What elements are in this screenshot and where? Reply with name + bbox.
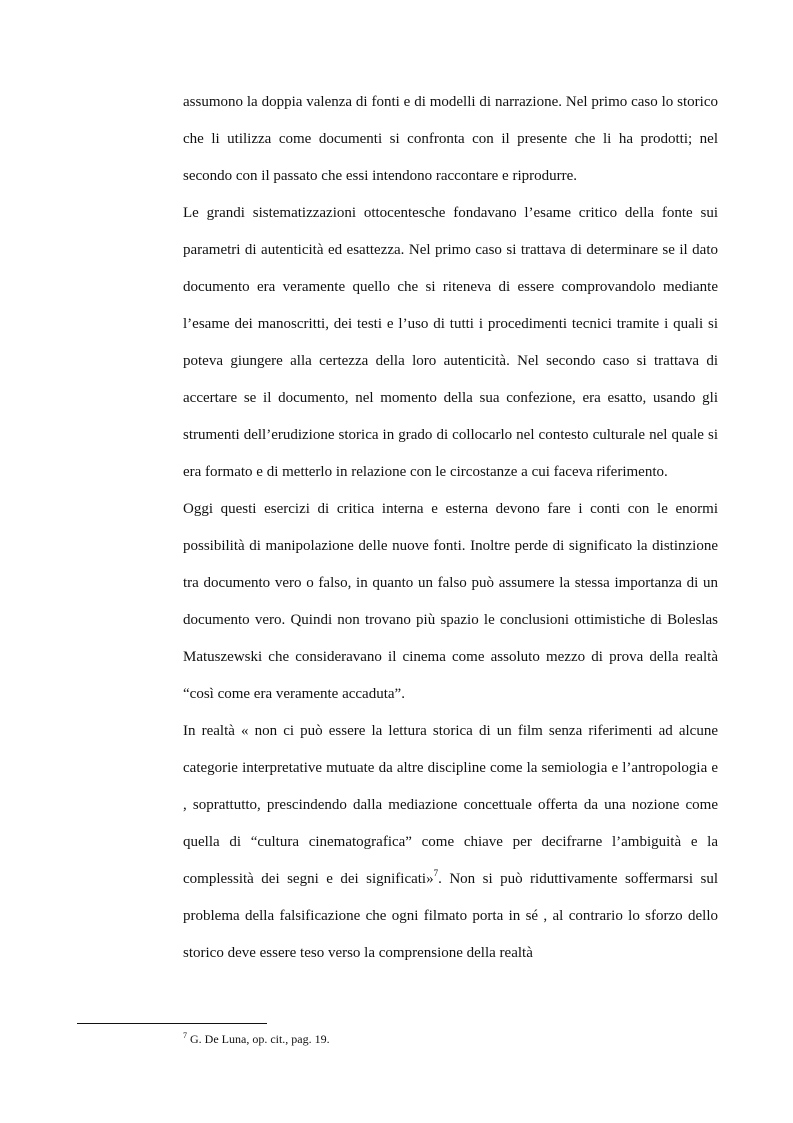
paragraph-4-continuation: . Non si può riduttivamente soffermarsi sul problema della falsificazione che ogni filmato porta in sé , al contrario lo sforzo dello storico deve essere teso verso la comprensione della realtà	[183, 871, 718, 961]
paragraph-3: Oggi questi esercizi di critica interna e esterna devono fare i conti con le enormi possibilità di manipolazione delle nuove fonti. Inoltre perde di significato la distinzione tra documento vero o falso, in quanto un falso può assumere la stessa importanza di un documento vero. Quindi non trovano più spazio le conclusioni ottimistiche di Boleslas Matuszewski che consideravano il cinema come assoluto mezzo di prova della realtà “così come era veramente accaduta”.	[183, 501, 718, 702]
footnote-text: G. De Luna, op. cit., pag. 19.	[187, 1032, 330, 1046]
paragraph-4	[183, 713, 718, 972]
footnote	[183, 1030, 330, 1048]
footnote-reference[interactable]: 7	[433, 868, 439, 878]
footnote-divider	[77, 1023, 267, 1024]
paragraph-1: assumono la doppia valenza di fonti e di modelli di narrazione. Nel primo caso lo storico che li utilizza come documenti si confronta con il presente che li ha prodotti; nel secondo con il passato che essi intendono raccontare e riprodurre.	[183, 94, 718, 184]
paragraph-2: Le grandi sistematizzazioni ottocentesche fondavano l’esame critico della fonte sui parametri di autenticità ed esattezza. Nel primo caso si trattava di determinare se il dato documento era veramente quello che si riteneva di essere comprovandolo mediante l’esame dei manoscritti, dei testi e l’uso di tutti i procedimenti tecnici tramite i quali si poteva giungere alla certezza della loro autenticità. Nel secondo caso si trattava di accertare se il documento, nel momento della sua confezione, era esatto, usando gli strumenti dell’erudizione storica in grado di collocarlo nel contesto culturale nel quale si era formato e di metterlo in relazione con le circostanze a cui faceva riferimento.	[183, 205, 718, 480]
quote-text: In realtà « non ci può essere la lettura storica di un film senza riferimenti ad alcune categorie interpretative mutuate da altre discipline come la semiologia e l’antropologia e , soprattutto, prescindendo dalla mediazione concettuale offerta da una nozione come quella di “cultura cinematografica” come chiave per decifrarne l’ambiguità e la complessità dei segni e dei significati»	[183, 723, 718, 887]
footnote-number: 7	[183, 1031, 187, 1040]
body-text	[183, 84, 718, 972]
